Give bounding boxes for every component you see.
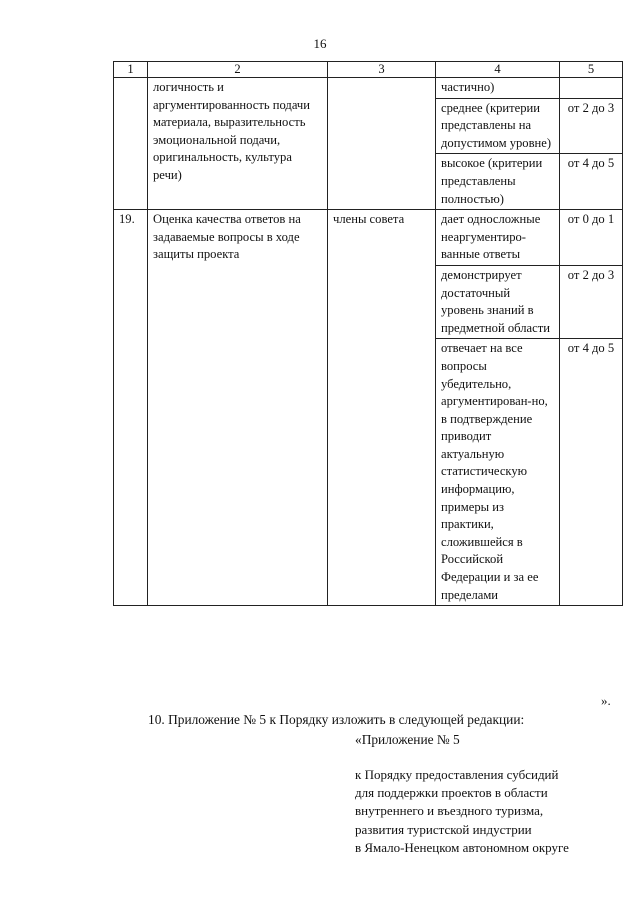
level-score: от 0 до 1 <box>560 210 623 266</box>
header-col-3: 3 <box>328 62 436 78</box>
table-header-row <box>114 62 623 78</box>
header-col-5: 5 <box>560 62 623 78</box>
header-col-1: 1 <box>114 62 148 78</box>
level-score: от 4 до 5 <box>560 339 623 606</box>
level-description: среднее (критерии представлены на допустимом уровне) <box>436 98 560 154</box>
level-description: дает односложные неаргументиро-ванные ответы <box>436 210 560 266</box>
table-row <box>114 78 623 99</box>
row18-number-cell <box>114 78 148 210</box>
level-score: от 2 до 3 <box>560 265 623 338</box>
appendix-title: «Приложение № 5 <box>355 732 460 747</box>
level-description: высокое (критерии представлены полностью) <box>436 154 560 210</box>
closing-quote-mark: ». <box>601 693 611 708</box>
level-score <box>560 78 623 99</box>
level-description: отвечает на все вопросы убедительно, аргументирован-но, в подтверждение приводит актуальную статистическую информацию, примеры из практики, сложившейся в Российской Федерации и за ее пределами <box>436 339 560 606</box>
page-number: 16 <box>313 36 327 51</box>
table-row <box>114 210 623 266</box>
appendix-subtitle-block <box>355 766 569 857</box>
header-col-2: 2 <box>148 62 328 78</box>
criteria-table <box>113 61 623 606</box>
row18-criterion-cell: логичность и аргументированность подачи материала, выразительность эмоциональной подачи, оригинальность, культура речи) <box>148 78 328 210</box>
level-description: частично) <box>436 78 560 99</box>
row19-evaluator-cell: члены совета <box>328 210 436 606</box>
row18-evaluator-cell <box>328 78 436 210</box>
level-description: демонстрирует достаточный уровень знаний в предметной области <box>436 265 560 338</box>
appendix-line: к Порядку предоставления субсидий <box>355 767 559 782</box>
appendix-line: внутреннего и въездного туризма, <box>355 803 544 819</box>
appendix-line: в Ямало-Ненецком автономном округе <box>355 839 569 855</box>
appendix-line: для поддержки проектов в области <box>355 785 548 801</box>
row19-criterion-cell: Оценка качества ответов на задаваемые вопросы в ходе защиты проекта <box>148 210 328 606</box>
level-score: от 4 до 5 <box>560 154 623 210</box>
row19-number-cell: 19. <box>114 210 148 606</box>
appendix-line: развития туристской индустрии <box>355 821 532 837</box>
header-col-4: 4 <box>436 62 560 78</box>
paragraph-10: 10. Приложение № 5 к Порядку изложить в следующей редакции: <box>148 712 525 727</box>
level-score: от 2 до 3 <box>560 98 623 154</box>
